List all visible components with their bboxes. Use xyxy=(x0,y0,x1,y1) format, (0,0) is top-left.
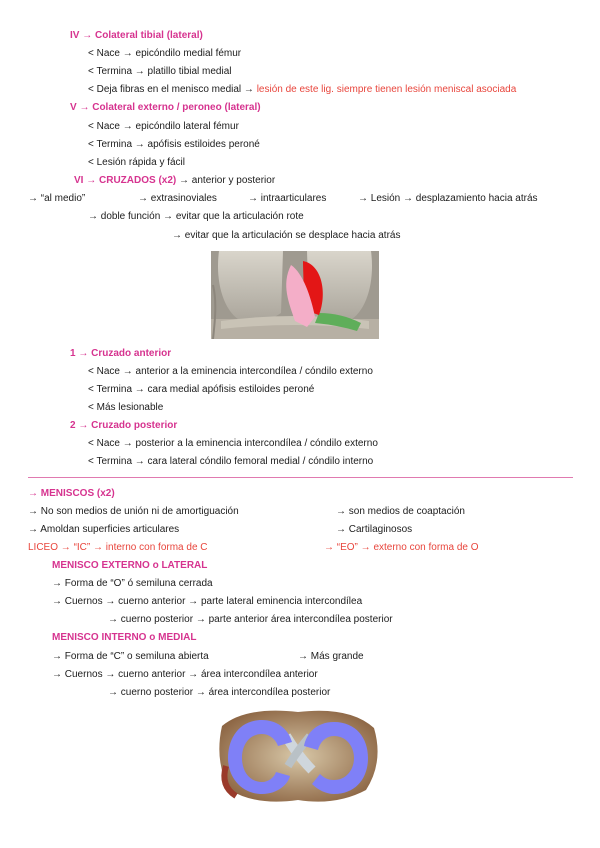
section-v-title: V → Colateral externo / peroneo (lateral) xyxy=(70,102,261,113)
s5-termina: < Termina → apófisis estiloides peroné xyxy=(88,139,260,150)
s5-nace: < Nace → epicóndilo lateral fémur xyxy=(88,121,239,132)
c1-nace: < Nace → anterior a la eminencia intercondílea / cóndilo externo xyxy=(88,366,373,377)
s6-extrasinoviales: → extrasinoviales xyxy=(138,193,217,204)
menisci-illustration xyxy=(216,706,380,807)
int-posterior: → cuerno posterior → área intercondílea posterior xyxy=(108,687,331,698)
section-vi-heading: VI → CRUZADOS (x2) xyxy=(74,175,177,186)
section-iv-title: IV → Colateral tibial (lateral) xyxy=(70,30,203,41)
s6-doble-funcion: → doble función → evitar que la articulación rote xyxy=(88,211,304,222)
men-l2a: → Amoldan superficies articulares xyxy=(28,524,180,535)
ext-forma: → Forma de “O” ó semiluna cerrada xyxy=(52,578,213,589)
men-l1a: → No son medios de unión ni de amortiguación xyxy=(28,506,239,517)
men-l1b: → son medios de coaptación xyxy=(336,506,465,517)
men-l3a: LICEO → “IC” → interno con forma de C xyxy=(28,542,208,553)
section-vi-suffix: → anterior y posterior xyxy=(176,175,276,186)
c2-termina: < Termina → cara lateral cóndilo femoral medial / cóndilo interno xyxy=(88,456,374,467)
c1-mas: < Más lesionable xyxy=(88,402,164,413)
c1-termina: < Termina → cara medial apófisis estiloides peroné xyxy=(88,384,315,395)
section-vi-title xyxy=(74,174,275,187)
knee-cruciate-illustration xyxy=(211,251,379,339)
s5-lesion: < Lesión rápida y fácil xyxy=(88,157,186,168)
ext-posterior: → cuerno posterior → parte anterior área intercondílea posterior xyxy=(108,614,393,625)
s4-deja-note: lesión de este lig. siempre tienen lesión meniscal asociada xyxy=(256,84,517,95)
s4-deja xyxy=(88,83,516,96)
s4-termina: < Termina → platillo tibial medial xyxy=(88,66,232,77)
ext-cuernos: → Cuernos → cuerno anterior → parte lateral eminencia intercondílea xyxy=(52,596,363,607)
s4-nace: < Nace → epicóndilo medial fémur xyxy=(88,48,242,59)
menisco-interno-title: MENISCO INTERNO o MEDIAL xyxy=(52,632,197,643)
cruzado-posterior-title: 2 → Cruzado posterior xyxy=(70,420,178,431)
s6-intraarticulares: → intraarticulares xyxy=(248,193,327,204)
s6-evitar: → evitar que la articulación se desplace hacia atrás xyxy=(172,230,401,241)
menisco-externo-title: MENISCO EXTERNO o LATERAL xyxy=(52,560,208,571)
s6-lesion: → Lesión → desplazamiento hacia atrás xyxy=(358,193,538,204)
men-l2b: → Cartilaginosos xyxy=(336,524,413,535)
c2-nace: < Nace → posterior a la eminencia intercondílea / cóndilo externo xyxy=(88,438,378,449)
cruzado-anterior-title: 1 → Cruzado anterior xyxy=(70,348,172,359)
s6-al-medio: → “al medio” xyxy=(28,193,86,204)
s4-deja-text: < Deja fibras en el menisco medial → xyxy=(88,84,257,95)
int-forma: → Forma de “C” o semiluna abierta xyxy=(52,651,209,662)
int-cuernos: → Cuernos → cuerno anterior → área intercondílea anterior xyxy=(52,669,318,680)
int-grande: → Más grande xyxy=(298,651,364,662)
section-divider xyxy=(28,477,573,478)
meniscos-title: → MENISCOS (x2) xyxy=(28,488,115,499)
men-l3b: → “EO” → externo con forma de O xyxy=(324,542,479,553)
